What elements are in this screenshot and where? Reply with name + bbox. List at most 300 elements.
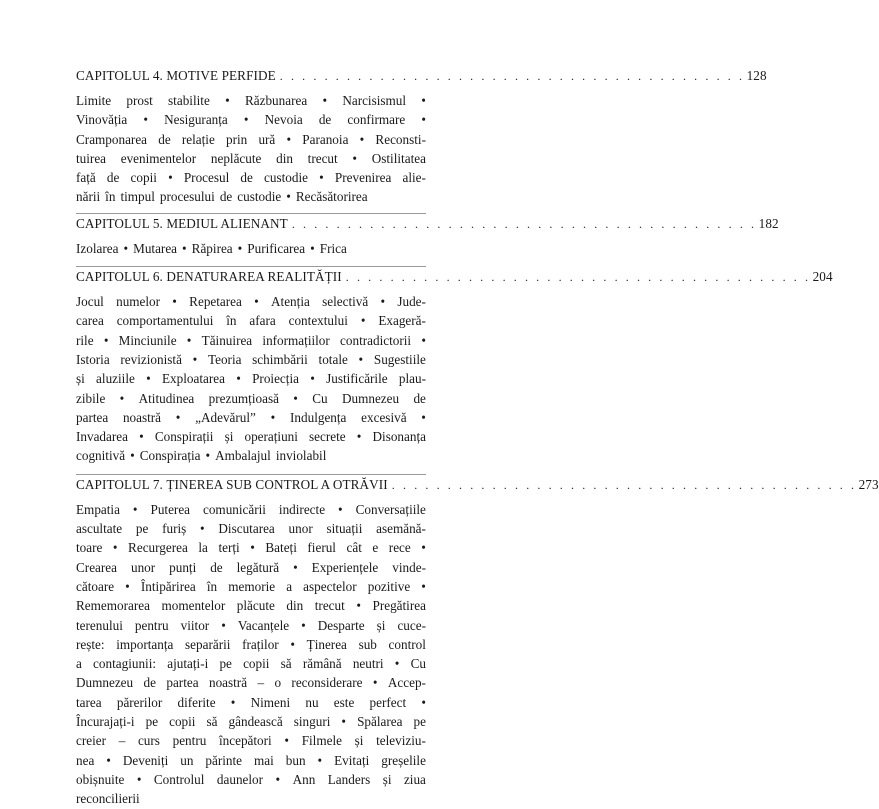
entry-word: • xyxy=(125,578,130,594)
entry-word: Reconsti- xyxy=(375,131,426,147)
entry-word: Conspirația xyxy=(139,448,201,464)
entry-word: Narcisismul xyxy=(342,93,407,108)
entry-word: și xyxy=(376,617,386,633)
entry-word: Cramponarea xyxy=(76,131,148,147)
entry-line xyxy=(76,770,426,789)
entry-line xyxy=(76,789,426,808)
entry-word: • xyxy=(293,559,298,575)
entry-word: asemănă- xyxy=(376,521,426,537)
entry-word: contradictorii xyxy=(340,332,412,348)
entry-word: Spălarea xyxy=(357,714,403,730)
entry-word: • xyxy=(192,351,198,367)
entry-word: Conspirații xyxy=(154,429,214,445)
entry-word: Dumnezeu xyxy=(341,390,400,406)
entry-word: neplăcute xyxy=(210,150,262,166)
entry-word: copii xyxy=(169,714,196,730)
chapter-title: CAPITOLUL 6. DENATURAREA REALITĂȚII xyxy=(76,269,342,285)
entry-word: diferite xyxy=(177,694,216,710)
entry-word: • xyxy=(106,752,111,768)
entry-word: reconsiderare xyxy=(291,675,363,691)
entry-word: de xyxy=(240,170,253,186)
entry-word: numelor xyxy=(116,294,161,310)
entry-word: plăcute xyxy=(236,598,275,614)
entry-word: Izolarea xyxy=(76,240,119,256)
entry-word: • xyxy=(380,294,386,310)
entry-word: e xyxy=(372,540,379,556)
entry-word: începători xyxy=(218,733,272,749)
entry-word: memorie xyxy=(228,578,276,594)
page-number: 128 xyxy=(746,68,767,83)
entry-word: fraților xyxy=(242,636,279,652)
entry-word: Disonanța xyxy=(372,429,426,445)
entry-word: noastră xyxy=(122,409,162,425)
entry-line xyxy=(76,731,426,750)
entry-word: cuce- xyxy=(397,617,426,633)
entry-word: • xyxy=(230,694,236,710)
divider xyxy=(76,266,426,267)
entry-word: Paranoia xyxy=(302,131,349,147)
entry-word: Mutarea xyxy=(133,240,178,256)
entry-word: Conversațiile xyxy=(355,501,426,517)
entry-word: fierul xyxy=(307,540,336,556)
entry-word: • xyxy=(301,617,306,633)
entry-word: Empatia xyxy=(76,501,120,517)
entry-word: prezumțioasă xyxy=(208,390,279,406)
entry-word: • xyxy=(421,694,426,710)
entry-line xyxy=(76,577,426,596)
entry-word: televiziu- xyxy=(376,733,426,749)
entry-word: pozitive xyxy=(367,578,411,594)
entry-word: viitor xyxy=(180,617,210,633)
entry-word: noastră xyxy=(208,675,248,691)
entry-word: carea xyxy=(76,313,104,329)
entry-line xyxy=(76,500,426,519)
entry-word: pe xyxy=(219,656,232,672)
entry-word: tuirea xyxy=(76,150,107,166)
entry-word: • xyxy=(130,448,135,464)
entry-word: excesivă xyxy=(361,409,407,425)
entry-word: Controlul xyxy=(153,771,205,787)
entry-word: • xyxy=(205,448,211,464)
entry-word: și xyxy=(224,429,234,445)
entry-word: situații xyxy=(326,521,363,537)
entry-word: pentru xyxy=(134,617,169,633)
entry-word: • xyxy=(119,390,125,406)
chapter-7-entries xyxy=(76,500,426,809)
entry-line xyxy=(76,654,426,673)
entry-word: o xyxy=(274,675,282,691)
entry-word: de xyxy=(318,112,332,128)
entry-word: Exageră- xyxy=(378,313,426,329)
entry-word: bun xyxy=(285,752,306,768)
entry-word: • xyxy=(284,733,290,749)
entry-word: a xyxy=(286,578,293,594)
entry-word: – xyxy=(257,675,265,691)
entry-line xyxy=(76,311,426,330)
entry-word: Evitați xyxy=(334,752,370,768)
entry-word: Procesul xyxy=(183,170,230,186)
entry-word: operațiuni xyxy=(244,429,298,445)
entry-word: Discutarea xyxy=(218,521,275,537)
entry-line xyxy=(76,110,426,129)
entry-word: Ann xyxy=(292,771,316,787)
entry-word: • xyxy=(338,501,343,517)
entry-word: singuri xyxy=(293,714,331,730)
entry-word: afara xyxy=(249,313,276,329)
entry-word: • xyxy=(168,170,173,186)
chapter-7-heading xyxy=(76,476,879,499)
entry-word: Răpirea xyxy=(191,240,233,256)
entry-word: nu xyxy=(305,694,319,710)
entry-word: Ținerea xyxy=(306,636,347,652)
entry-word: control xyxy=(388,636,426,652)
entry-word: rile xyxy=(76,332,94,348)
entry-word: creier xyxy=(76,733,107,749)
entry-word: rește: xyxy=(76,636,105,652)
entry-word: daunelor xyxy=(216,771,264,787)
chapter-7-section xyxy=(76,474,879,809)
entry-word: Invadarea xyxy=(76,429,128,445)
entry-word: „Adevărul” xyxy=(195,409,256,425)
dot-leader: . . . . . . . . . . . . . . . . . . . . . . . . . . . . . . . . . . . . . . . . . . xyxy=(391,477,857,492)
entry-word: Vacanțele xyxy=(237,617,290,633)
entry-word: a xyxy=(76,656,82,672)
entry-word: greșelile xyxy=(381,752,426,768)
entry-word: legătură xyxy=(236,559,280,575)
entry-word: • xyxy=(270,409,276,425)
entry-word: copii xyxy=(130,170,157,186)
entry-word: sub xyxy=(358,636,377,652)
entry-word: indirecte xyxy=(278,501,326,517)
entry-line xyxy=(76,538,426,557)
entry-line xyxy=(76,693,426,712)
entry-word: din xyxy=(276,150,293,166)
entry-line xyxy=(76,292,426,311)
chapter-title: CAPITOLUL 5. MEDIUL ALIENANT xyxy=(76,215,288,231)
entry-word: Accep- xyxy=(387,675,426,691)
entry-word: alie- xyxy=(402,170,426,186)
entry-word: pe xyxy=(145,714,159,730)
entry-word: • xyxy=(310,371,315,387)
entry-word: importanța xyxy=(116,636,174,652)
entry-word: • xyxy=(132,501,138,517)
entry-word: terenului xyxy=(76,617,123,633)
entry-word: • xyxy=(322,93,328,108)
entry-word: Recăsătorirea xyxy=(295,189,368,205)
entry-word: Nevoia xyxy=(264,112,303,128)
entry-word: Deveniți xyxy=(122,752,169,768)
entry-word: Vinovăția xyxy=(76,112,128,128)
entry-word: • xyxy=(221,617,226,633)
entry-word: și xyxy=(76,371,85,387)
entry-word: Cu xyxy=(410,656,426,672)
entry-word: • xyxy=(146,371,151,387)
entry-word: partea xyxy=(76,409,109,425)
entry-line xyxy=(76,168,426,187)
entry-word: prost xyxy=(126,93,153,108)
entry-line xyxy=(76,187,426,206)
entry-word: • xyxy=(356,429,362,445)
entry-word: Repetarea xyxy=(189,294,242,310)
entry-word: la xyxy=(198,540,208,556)
entry-word: inviolabil xyxy=(275,448,327,464)
entry-word: • xyxy=(236,371,241,387)
entry-word: Recurgerea xyxy=(128,540,188,556)
entry-word: copii xyxy=(243,656,270,672)
chapter-6-section xyxy=(76,266,833,466)
entry-line xyxy=(76,149,426,168)
entry-line xyxy=(76,635,426,654)
page-number: 204 xyxy=(812,269,833,285)
entry-word: evenimentelor xyxy=(120,150,197,166)
entry-word: • xyxy=(136,771,142,787)
entry-word: momentelor xyxy=(161,598,226,614)
entry-word: toare xyxy=(76,540,103,556)
entry-word: • xyxy=(317,752,323,768)
entry-line xyxy=(76,91,426,110)
entry-word: Atenția xyxy=(271,294,310,310)
entry-word: • xyxy=(421,409,426,425)
entry-word: terți xyxy=(218,540,240,556)
entry-word: Bateți xyxy=(265,540,297,556)
entry-word: părerilor xyxy=(116,694,163,710)
entry-word: ură xyxy=(258,131,276,147)
entry-word: Istoria xyxy=(76,351,110,367)
entry-word: selectivă xyxy=(322,294,369,310)
entry-word: • xyxy=(175,409,181,425)
entry-word: prin xyxy=(226,131,248,147)
entry-word: Cu xyxy=(312,390,328,406)
entry-word: Indulgența xyxy=(290,409,347,425)
entry-word: • xyxy=(290,636,295,652)
entry-word: • xyxy=(123,240,129,256)
entry-word: contagiunii: xyxy=(93,656,157,672)
entry-word: neutri xyxy=(352,656,384,672)
entry-word: • xyxy=(286,189,291,205)
entry-word: de xyxy=(143,675,156,691)
entry-line xyxy=(76,673,426,692)
entry-word: relație xyxy=(181,131,215,147)
entry-word: rămână xyxy=(302,656,342,672)
entry-line xyxy=(76,616,426,635)
entry-word: Ostilitatea xyxy=(371,150,426,166)
entry-word: Prevenirea xyxy=(334,170,392,186)
entry-word: este xyxy=(333,694,355,710)
entry-word: să xyxy=(206,714,218,730)
entry-word: • xyxy=(394,656,400,672)
entry-word: • xyxy=(372,675,378,691)
entry-word: • xyxy=(237,240,243,256)
entry-word: în xyxy=(226,313,237,329)
entry-word: pe xyxy=(135,521,149,537)
entry-word: curs xyxy=(137,733,160,749)
entry-word: informațiilor xyxy=(262,332,330,348)
entry-word: obișnuite xyxy=(76,771,125,787)
entry-word: Experiențele xyxy=(311,559,379,575)
entry-word: cătoare xyxy=(76,578,115,594)
entry-word: nării xyxy=(76,189,101,205)
entry-line xyxy=(76,350,426,369)
entry-word: • xyxy=(186,332,192,348)
entry-word: timpul xyxy=(120,189,155,205)
entry-word: pe xyxy=(413,714,426,730)
entry-word: aspectelor xyxy=(303,578,357,594)
entry-word: plau- xyxy=(398,371,426,387)
entry-line xyxy=(76,519,426,538)
entry-word: Dumnezeu xyxy=(76,675,134,691)
entry-word: Minciunile xyxy=(118,332,177,348)
entry-word: Limite xyxy=(76,93,112,108)
entry-word: procesului xyxy=(159,189,215,205)
entry-word: Puterea xyxy=(150,501,191,517)
entry-word: • xyxy=(358,351,364,367)
table-of-contents xyxy=(76,68,879,809)
entry-word: – xyxy=(118,733,126,749)
entry-word: • xyxy=(310,240,315,256)
entry-word: aluziile xyxy=(96,371,135,387)
divider xyxy=(76,474,426,475)
divider xyxy=(76,213,426,214)
entry-word: Nesiguranța xyxy=(164,112,228,128)
entry-word: Încurajați-i xyxy=(76,714,135,730)
entry-word: de xyxy=(219,189,233,205)
entry-word: tarea xyxy=(76,694,102,710)
entry-line xyxy=(76,389,426,408)
entry-word: Proiecția xyxy=(252,371,299,387)
entry-word: stabilite xyxy=(168,93,210,108)
entry-line xyxy=(76,712,426,731)
entry-word: Răzbunarea xyxy=(244,93,308,108)
entry-word: Teoria xyxy=(207,351,242,367)
entry-line xyxy=(76,596,426,615)
entry-word: • xyxy=(352,150,358,166)
entry-word: și xyxy=(354,733,364,749)
entry-word: să xyxy=(280,656,292,672)
entry-word: • xyxy=(200,521,205,537)
entry-word: separării xyxy=(185,636,231,652)
entry-word: partea xyxy=(166,675,199,691)
entry-word: • xyxy=(356,598,361,614)
entry-word: cognitivă xyxy=(76,448,126,464)
entry-word: ascultate xyxy=(76,521,123,537)
entry-word: de xyxy=(210,559,223,575)
entry-word: și xyxy=(382,771,392,787)
entry-word: • xyxy=(360,313,366,329)
entry-word: custodie xyxy=(237,189,282,205)
entry-word: Crearea xyxy=(76,559,117,575)
entry-word: secrete xyxy=(309,429,346,445)
entry-word: • xyxy=(421,540,426,556)
entry-word: • xyxy=(172,294,177,310)
dot-leader: . . . . . . . . . . . . . . . . . . . . . . . . . . . . . . . . . . . . . . . . . . xyxy=(291,216,757,231)
entry-word: Nimeni xyxy=(250,694,291,710)
entry-word: Purificarea xyxy=(247,240,306,256)
entry-word: • xyxy=(421,93,426,108)
entry-line xyxy=(76,408,426,427)
chapter-6-entries xyxy=(76,292,426,466)
entry-word: ajutați-i xyxy=(167,656,209,672)
entry-word: părinte xyxy=(205,752,243,768)
entry-line xyxy=(76,558,426,577)
entry-word: • xyxy=(103,332,109,348)
chapter-title: CAPITOLUL 7. ȚINEREA SUB CONTROL A OTRĂVII xyxy=(76,476,388,492)
dot-leader: . . . . . . . . . . . . . . . . . . . . . . . . . . . . . . . . . . . . . . . . . . xyxy=(345,270,811,285)
entry-word: vinde- xyxy=(392,559,426,575)
chapter-5-section xyxy=(76,213,779,258)
entry-word: nea xyxy=(76,752,95,768)
chapter-5-entries xyxy=(76,239,426,258)
chapter-4-section xyxy=(76,68,767,207)
entry-word: • xyxy=(254,294,259,310)
entry-word: din xyxy=(286,598,304,614)
entry-word: de xyxy=(158,131,171,147)
entry-word: • xyxy=(286,131,292,147)
entry-line xyxy=(76,239,426,258)
entry-word: Sugestiile xyxy=(373,351,426,367)
entry-word: reconcilierii xyxy=(76,791,140,807)
entry-word: Exploatarea xyxy=(161,371,225,387)
entry-word: • xyxy=(143,112,148,128)
page-number: 182 xyxy=(758,215,779,231)
entry-word: • xyxy=(182,240,187,256)
entry-word: trecut xyxy=(314,598,345,614)
chapter-4-heading xyxy=(76,68,767,90)
entry-word: gândească xyxy=(228,714,283,730)
entry-word: • xyxy=(359,131,365,147)
entry-word: Filmele xyxy=(301,733,342,749)
entry-word: punți xyxy=(169,559,197,575)
entry-word: • xyxy=(421,332,426,348)
entry-word: ziua xyxy=(403,771,426,787)
entry-word: cât xyxy=(346,540,362,556)
entry-word: zibile xyxy=(76,390,106,406)
entry-word: custodie xyxy=(264,170,308,186)
entry-word: pentru xyxy=(172,733,207,749)
entry-word: Rememorarea xyxy=(76,598,150,614)
entry-word: în xyxy=(206,578,218,594)
chapter-5-heading xyxy=(76,215,779,238)
entry-word: mai xyxy=(254,752,274,768)
chapter-6-heading xyxy=(76,269,833,291)
entry-word: • xyxy=(139,429,144,445)
entry-word: • xyxy=(275,771,281,787)
entry-word: • xyxy=(112,540,118,556)
entry-line xyxy=(76,446,426,465)
entry-line xyxy=(76,331,426,350)
entry-word: totale xyxy=(318,351,348,367)
entry-word: • xyxy=(293,390,298,406)
entry-line xyxy=(76,130,426,149)
entry-word: de xyxy=(106,170,120,186)
entry-word: unor xyxy=(288,521,313,537)
entry-word: contextului xyxy=(288,313,348,329)
entry-word: • xyxy=(250,540,255,556)
entry-word: un xyxy=(180,752,194,768)
entry-word: • xyxy=(319,170,324,186)
dot-leader: . . . . . . . . . . . . . . . . . . . . . . . . . . . . . . . . . . . . . . . . . . xyxy=(279,69,745,83)
entry-word: Întipărirea xyxy=(140,578,196,594)
entry-line xyxy=(76,427,426,446)
entry-word: Jude- xyxy=(397,294,426,310)
entry-word: comportamentului xyxy=(116,313,214,329)
entry-word: • xyxy=(421,578,426,594)
entry-word: Atitudinea xyxy=(138,390,195,406)
page-number: 273 xyxy=(858,476,879,492)
entry-word: • xyxy=(243,112,249,128)
entry-word: revizionistă xyxy=(120,351,182,367)
entry-word: Tăinuirea xyxy=(201,332,253,348)
entry-word: Landers xyxy=(327,771,371,787)
